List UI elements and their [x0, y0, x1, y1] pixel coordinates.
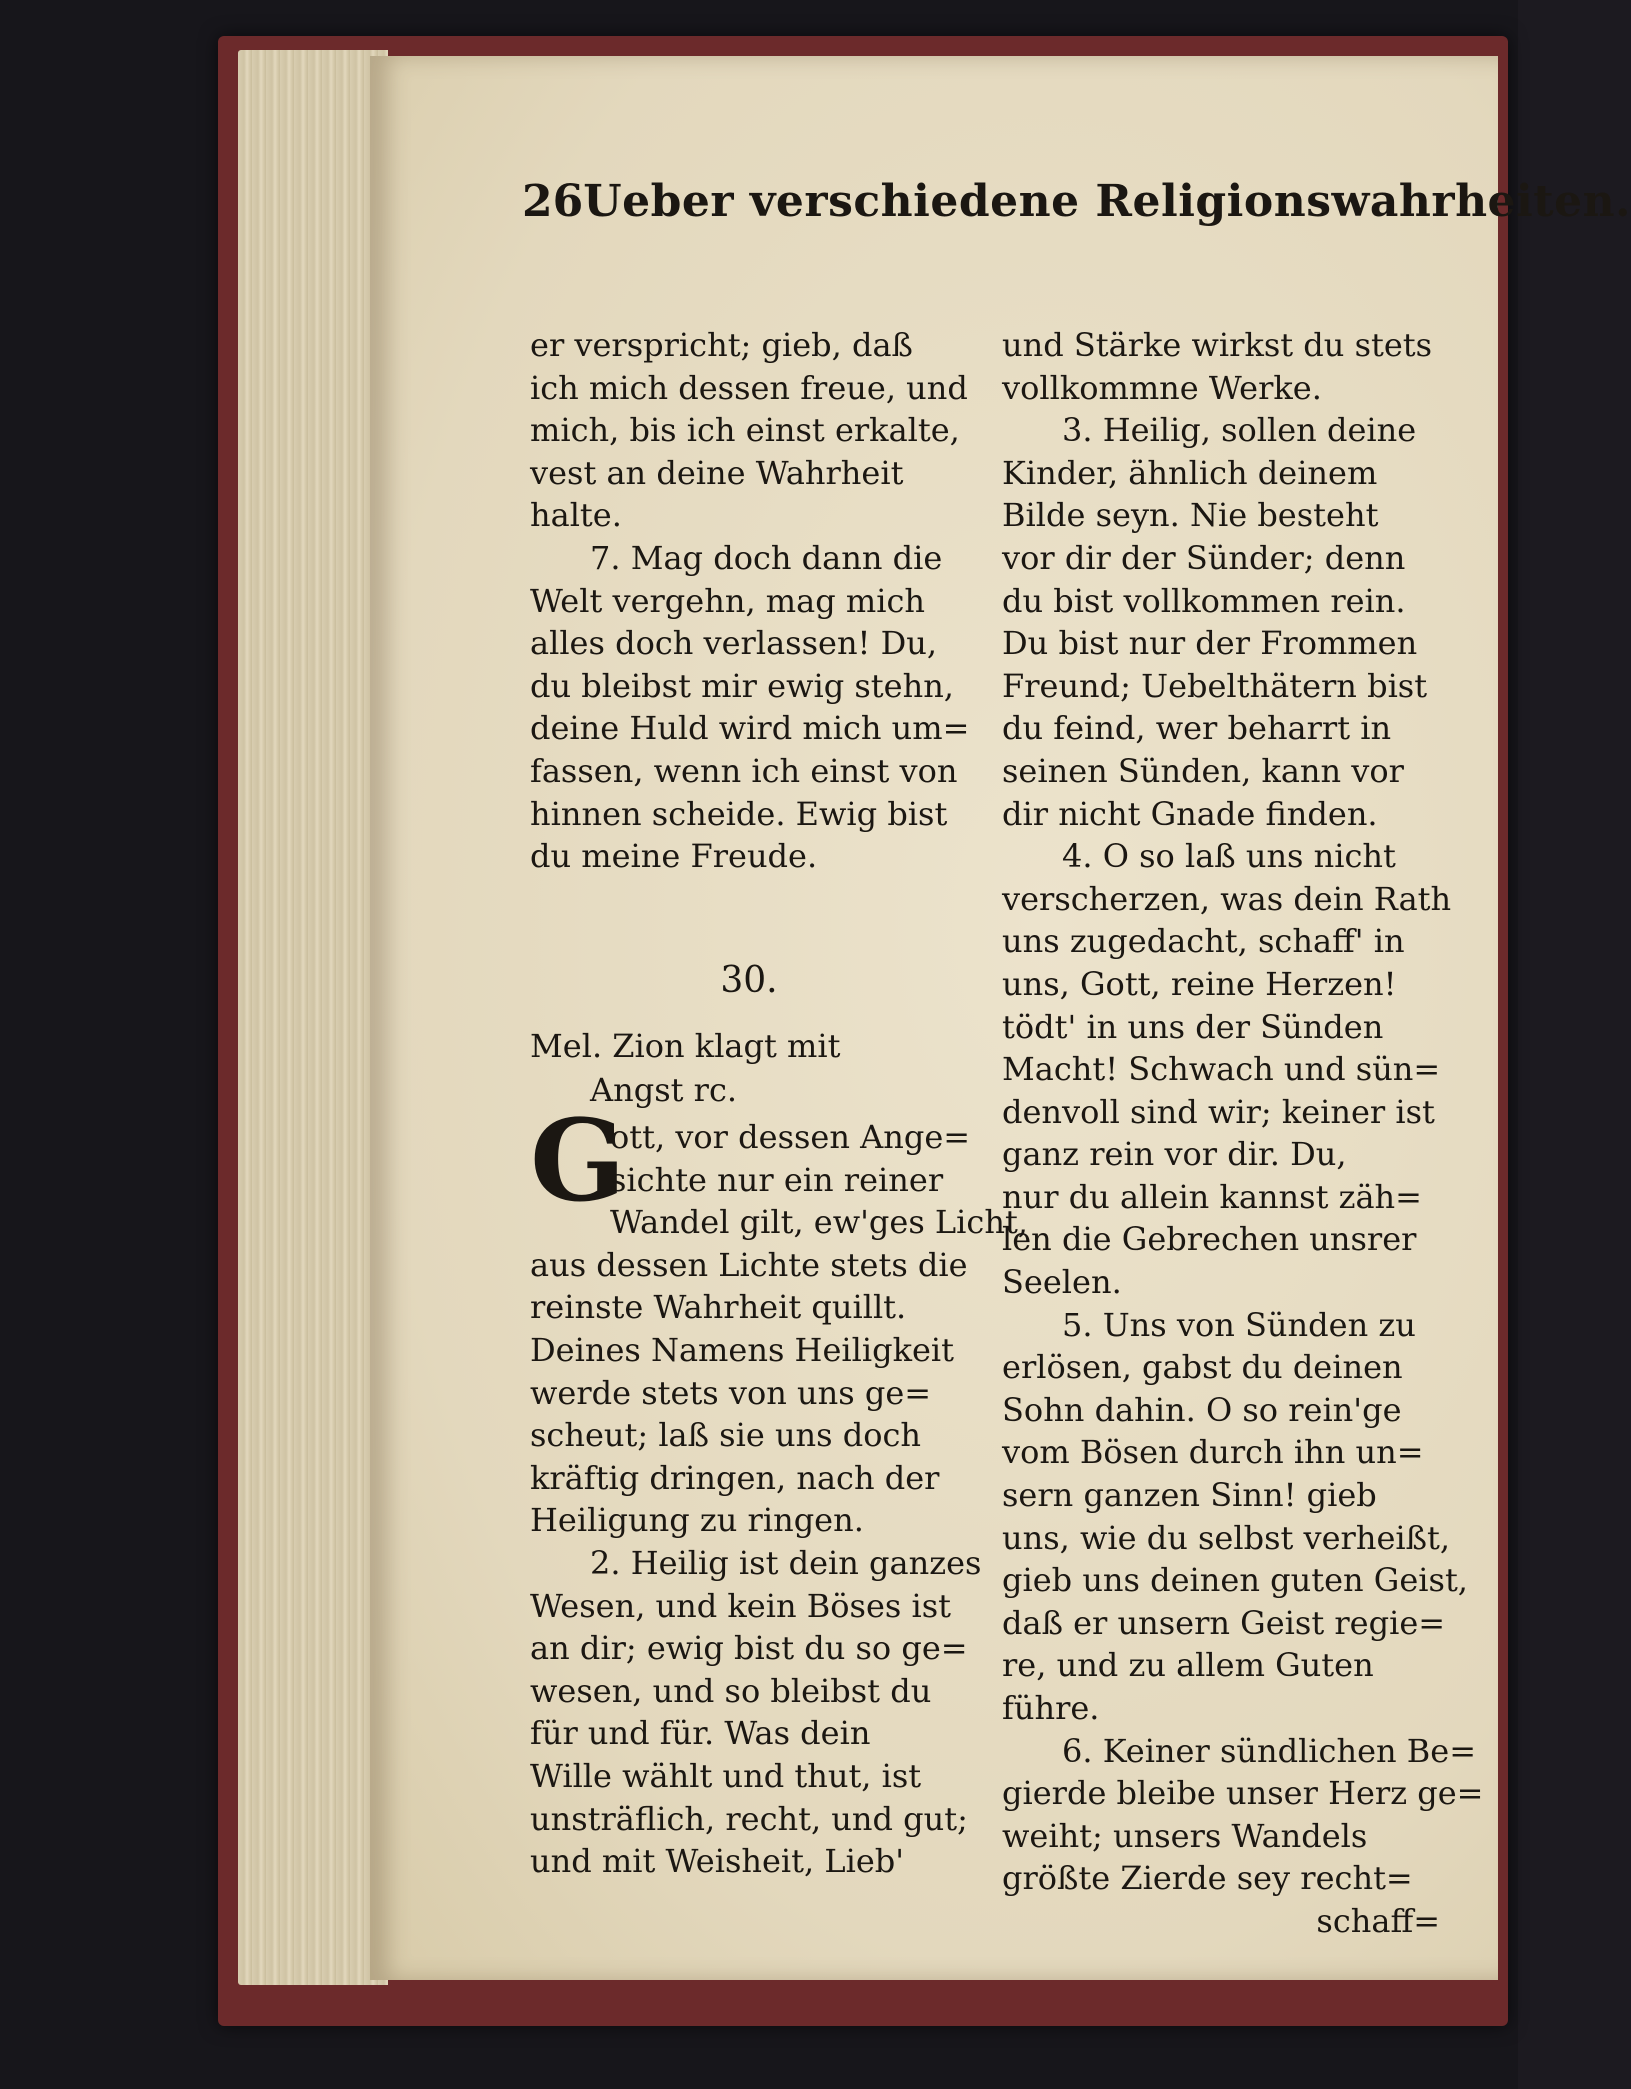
text-line: erlösen, gabst du deinen [1002, 1348, 1403, 1387]
text-line: uns, wie du selbst verheißt, [1002, 1518, 1451, 1557]
text-line: du meine Freude. [530, 837, 818, 876]
text-line: 2. Heilig ist dein ganzes [590, 1543, 982, 1582]
text-line: 3. Heilig, sollen deine [1062, 411, 1417, 450]
page-edges [238, 50, 388, 1985]
text-line: 4. O so laß uns nicht [1062, 837, 1396, 876]
text-line: unsträflich, recht, und gut; [530, 1799, 968, 1838]
text-line: Wandel gilt, ew'ges Licht, [610, 1203, 1028, 1242]
text-line: aus dessen Lichte stets die [530, 1245, 968, 1284]
text-line: denvoll sind wir; keiner ist [1002, 1092, 1435, 1131]
text-line: Deines Namens Heiligkeit [530, 1330, 954, 1369]
text-line: nur du allein kannst zäh= [1002, 1177, 1422, 1216]
text-line: 7. Mag doch dann die [590, 538, 943, 577]
running-head: Ueber verschiedene Religionswahrheiten. [583, 176, 1631, 227]
text-line: halte. [530, 496, 622, 535]
text-line: gierde bleibe unser Herz ge= [1002, 1774, 1484, 1813]
text-line: du bleibst mir ewig stehn, [530, 666, 954, 705]
text-line: Macht! Schwach und sün= [1002, 1050, 1441, 1089]
text-line: weiht; unsers Wandels [1002, 1816, 1368, 1855]
text-line: werde stets von uns ge= [530, 1373, 932, 1412]
text-line: 6. Keiner sündlichen Be= [1062, 1731, 1477, 1770]
text-line: daß er unsern Geist regie= [1002, 1603, 1446, 1642]
text-line: für und für. Was dein [530, 1714, 871, 1753]
text-line: tödt' in uns der Sünden [1002, 1007, 1384, 1046]
text-line: an dir; ewig bist du so ge= [530, 1629, 968, 1668]
text-line: Heiligung zu ringen. [530, 1501, 864, 1540]
text-line: reinste Wahrheit quillt. [530, 1288, 907, 1327]
text-line: sern ganzen Sinn! gieb [1002, 1476, 1377, 1515]
melody-line: Mel. Zion klagt mit [530, 1027, 841, 1065]
text-line: vor dir der Sünder; denn [1002, 538, 1406, 577]
text-line: vest an deine Wahrheit [530, 453, 904, 492]
text-line: größte Zierde sey recht= [1002, 1859, 1413, 1898]
text-line: deine Huld wird mich um= [530, 709, 970, 748]
text-line: Wille wählt und thut, ist [530, 1756, 922, 1795]
text-line: ott, vor dessen Ange= [610, 1118, 971, 1156]
text-line: und Stärke wirkst du stets [1002, 326, 1433, 364]
text-line: vollkommne Werke. [1002, 368, 1322, 407]
text-line: wesen, und so bleibst du [530, 1671, 932, 1710]
text-line: er verspricht; gieb, daß [530, 326, 913, 364]
book-page [370, 56, 1631, 1980]
text-line: Bilde seyn. Nie besteht [1002, 496, 1379, 535]
text-line: verscherzen, was dein Rath [1002, 879, 1452, 918]
text-line: seinen Sünden, kann vor [1002, 751, 1404, 790]
text-line: Freund; Uebelthätern bist [1002, 666, 1428, 705]
text-line: hinnen scheide. Ewig bist [530, 794, 948, 833]
catchword: schaff= [1316, 1901, 1440, 1940]
text-line: ich mich dessen freue, und [530, 368, 968, 407]
text-line: Sohn dahin. O so rein'ge [1002, 1390, 1402, 1429]
text-line: mich, bis ich einst erkalte, [530, 411, 960, 450]
text-line: Wesen, und kein Böses ist [530, 1586, 951, 1625]
text-line: vom Bösen durch ihn un= [1002, 1433, 1424, 1472]
text-line: gieb uns deinen guten Geist, [1002, 1561, 1468, 1600]
text-line: 5. Uns von Sünden zu [1062, 1305, 1416, 1344]
text-line: uns, Gott, reine Herzen! [1002, 964, 1397, 1003]
page-header [522, 176, 1631, 246]
text-line: uns zugedacht, schaff' in [1002, 922, 1405, 961]
text-line: len die Gebrechen unsrer [1002, 1220, 1417, 1259]
text-line: sichte nur ein reiner [610, 1160, 944, 1199]
text-line: scheut; laß sie uns doch [530, 1416, 922, 1455]
hymn-text [530, 1096, 1028, 1883]
text-line: Welt vergehn, mag mich [530, 581, 925, 620]
hymn-number: 30. [720, 960, 778, 1001]
text-line: Du bist nur der Frommen [1002, 624, 1418, 663]
text-line: und mit Weisheit, Lieb' [530, 1842, 905, 1881]
melody-line: Angst rc. [590, 1071, 738, 1109]
text-line: kräftig dringen, nach der [530, 1458, 940, 1497]
text-line: re, und zu allem Guten [1002, 1646, 1374, 1685]
drop-cap: G [530, 1096, 626, 1227]
text-line: fassen, wenn ich einst von [530, 751, 958, 790]
text-line: Seelen. [1002, 1263, 1122, 1302]
text-line: du feind, wer beharrt in [1002, 709, 1392, 748]
text-line: du bist vollkommen rein. [1002, 581, 1406, 620]
text-line: ganz rein vor dir. Du, [1002, 1135, 1347, 1174]
right-column-text [1002, 324, 1484, 1943]
page-number: 26 [522, 176, 584, 227]
text-line: dir nicht Gnade finden. [1002, 794, 1378, 833]
text-line: alles doch verlassen! Du, [530, 624, 938, 663]
text-line: Kinder, ähnlich deinem [1002, 453, 1378, 492]
text-line: führe. [1002, 1689, 1100, 1727]
left-column-text [530, 324, 968, 878]
